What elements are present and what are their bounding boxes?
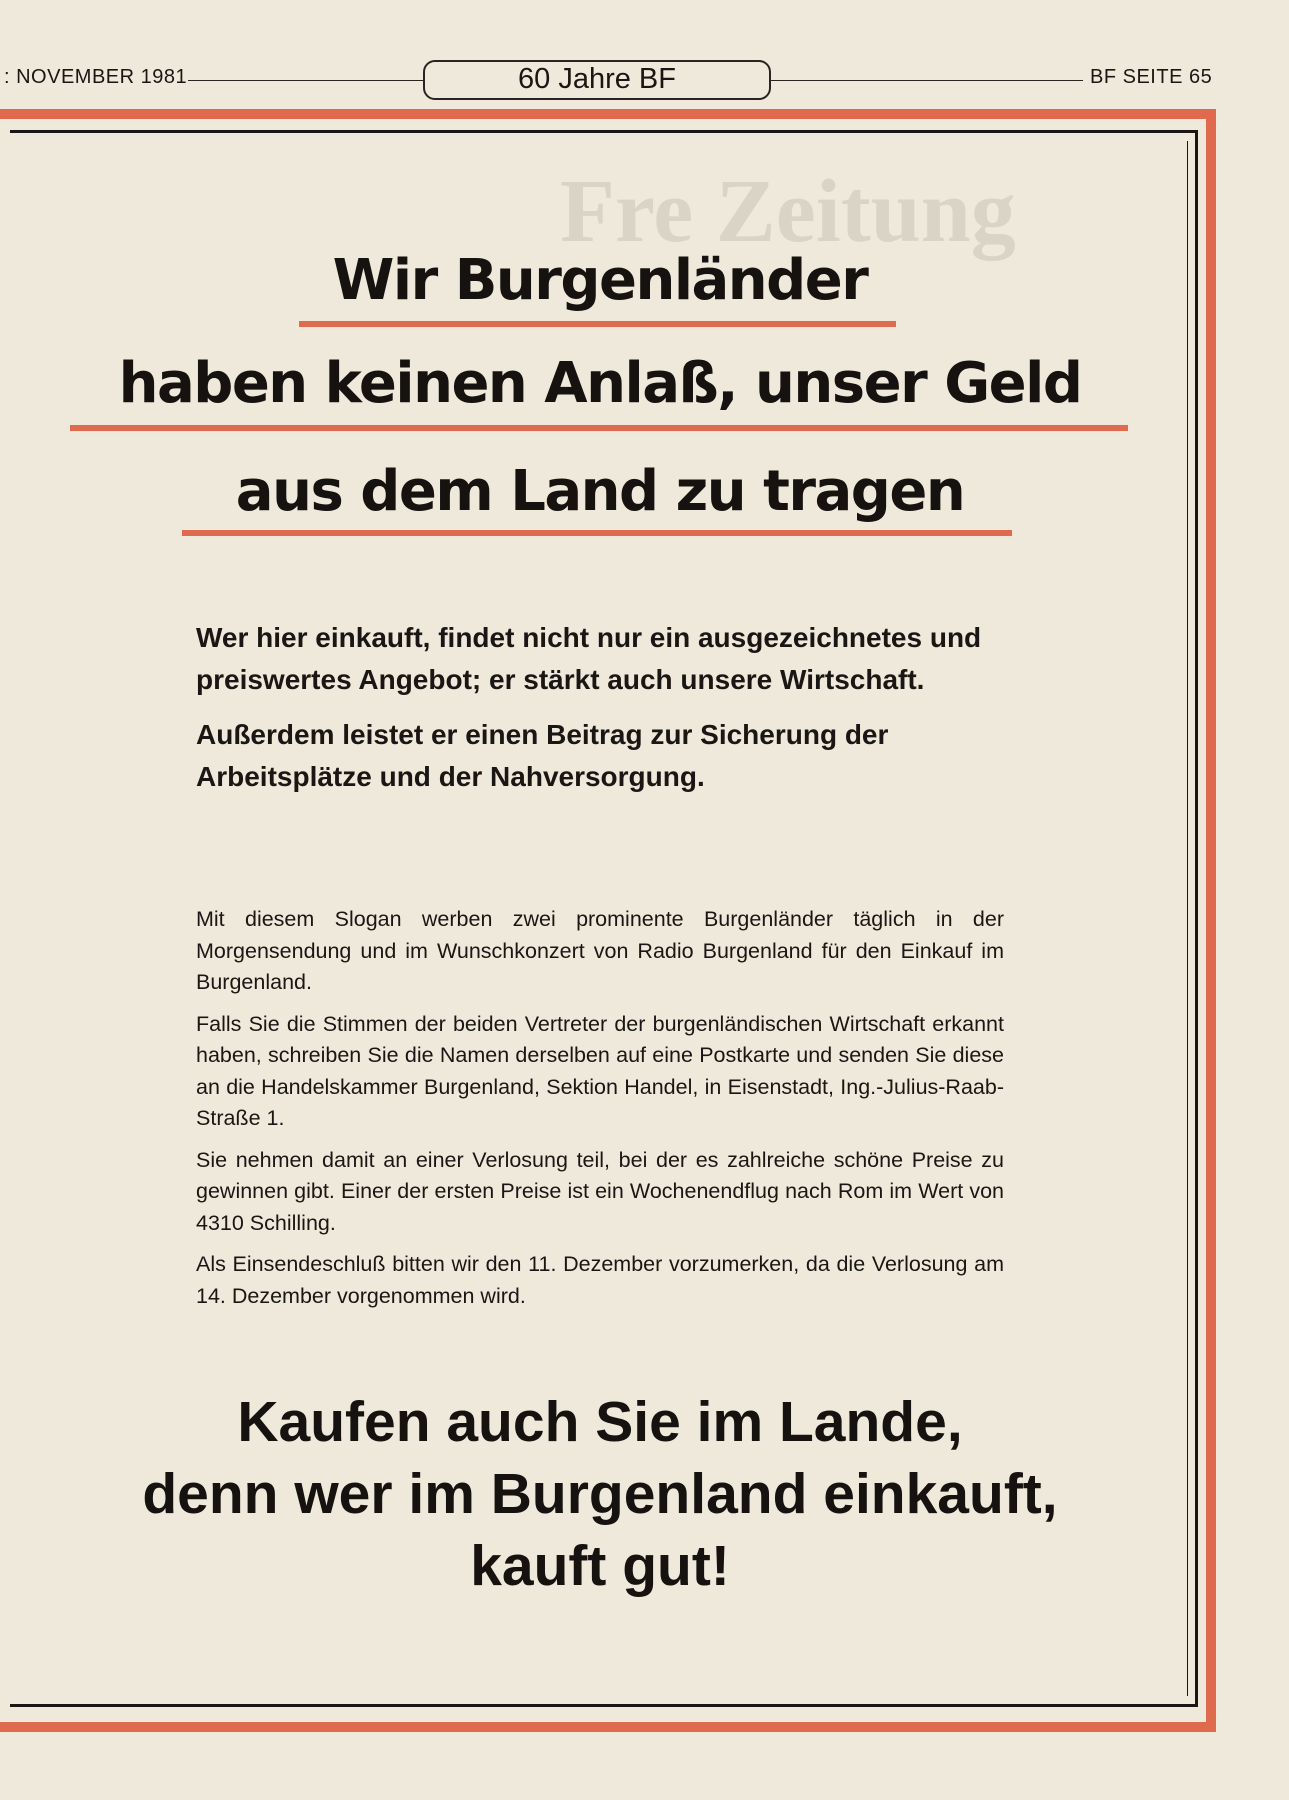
headline-line-1: Wir Burgenländer [332,248,868,313]
page-number: BF SEITE 65 [1090,66,1213,88]
headline-underline-2 [70,425,1128,431]
closing-line-3: kauft gut! [470,1534,730,1598]
closing-line-1: Kaufen auch Sie im Lande, [237,1390,963,1454]
issue-date: : NOVEMBER 1981 [4,66,188,88]
headline-underline-1 [299,321,896,327]
header-rule-right [771,80,1083,81]
body-paragraph: Als Einsendeschluß bitten wir den 11. Dezember vorzumerken, da die Verlosung am 14. Dezember vorgenommen wird. [196,1252,1004,1308]
body-paragraph: Mit diesem Slogan werben zwei prominente Burgenländer täglich in der Morgensendung und im Wunschkonzert von Radio Burgenland für den Einkauf im Burgenland. [196,907,1004,994]
headline-line-3: aus dem Land zu tragen [235,459,965,524]
header-rule-left [188,80,423,81]
body-paragraph: Falls Sie die Stimmen der beiden Vertreter der burgenländischen Wirtschaft erkannt haben, schreiben Sie die Namen derselben auf eine Postkarte und senden Sie diese an die Handelskammer Burgenland, Sektion Handel, in Eisenstadt, Ing.-Julius-Raab-Straße 1. [196,1011,1004,1130]
headline-underline-3 [182,530,1012,536]
intro-paragraph: Außerdem leistet er einen Beitrag zur Sicherung der Arbeitsplätze und der Nahversorgung. [196,719,889,792]
closing-line-2: denn wer im Burgenland einkauft, [142,1462,1058,1526]
closing-slogan [0,1386,1200,1602]
anniversary-banner: 60 Jahre BF [423,60,771,100]
show-through-texture: Fre Zeitung [560,162,1016,261]
body-text [196,904,1004,1322]
intro-text [196,617,1004,811]
headline-line-2: haben keinen Anlaß, unser Geld [118,351,1082,416]
body-paragraph: Sie nehmen damit an einer Verlosung teil, bei der es zahlreiche schöne Preise zu gewinnen gibt. Einer der ersten Preise ist ein Wochenendflug nach Rom im Wert von 4310 Schilling. [196,1147,1004,1235]
intro-paragraph: Wer hier einkauft, findet nicht nur ein ausgezeichnetes und preiswertes Angebot; er stärkt auch unsere Wirtschaft. [196,622,982,695]
